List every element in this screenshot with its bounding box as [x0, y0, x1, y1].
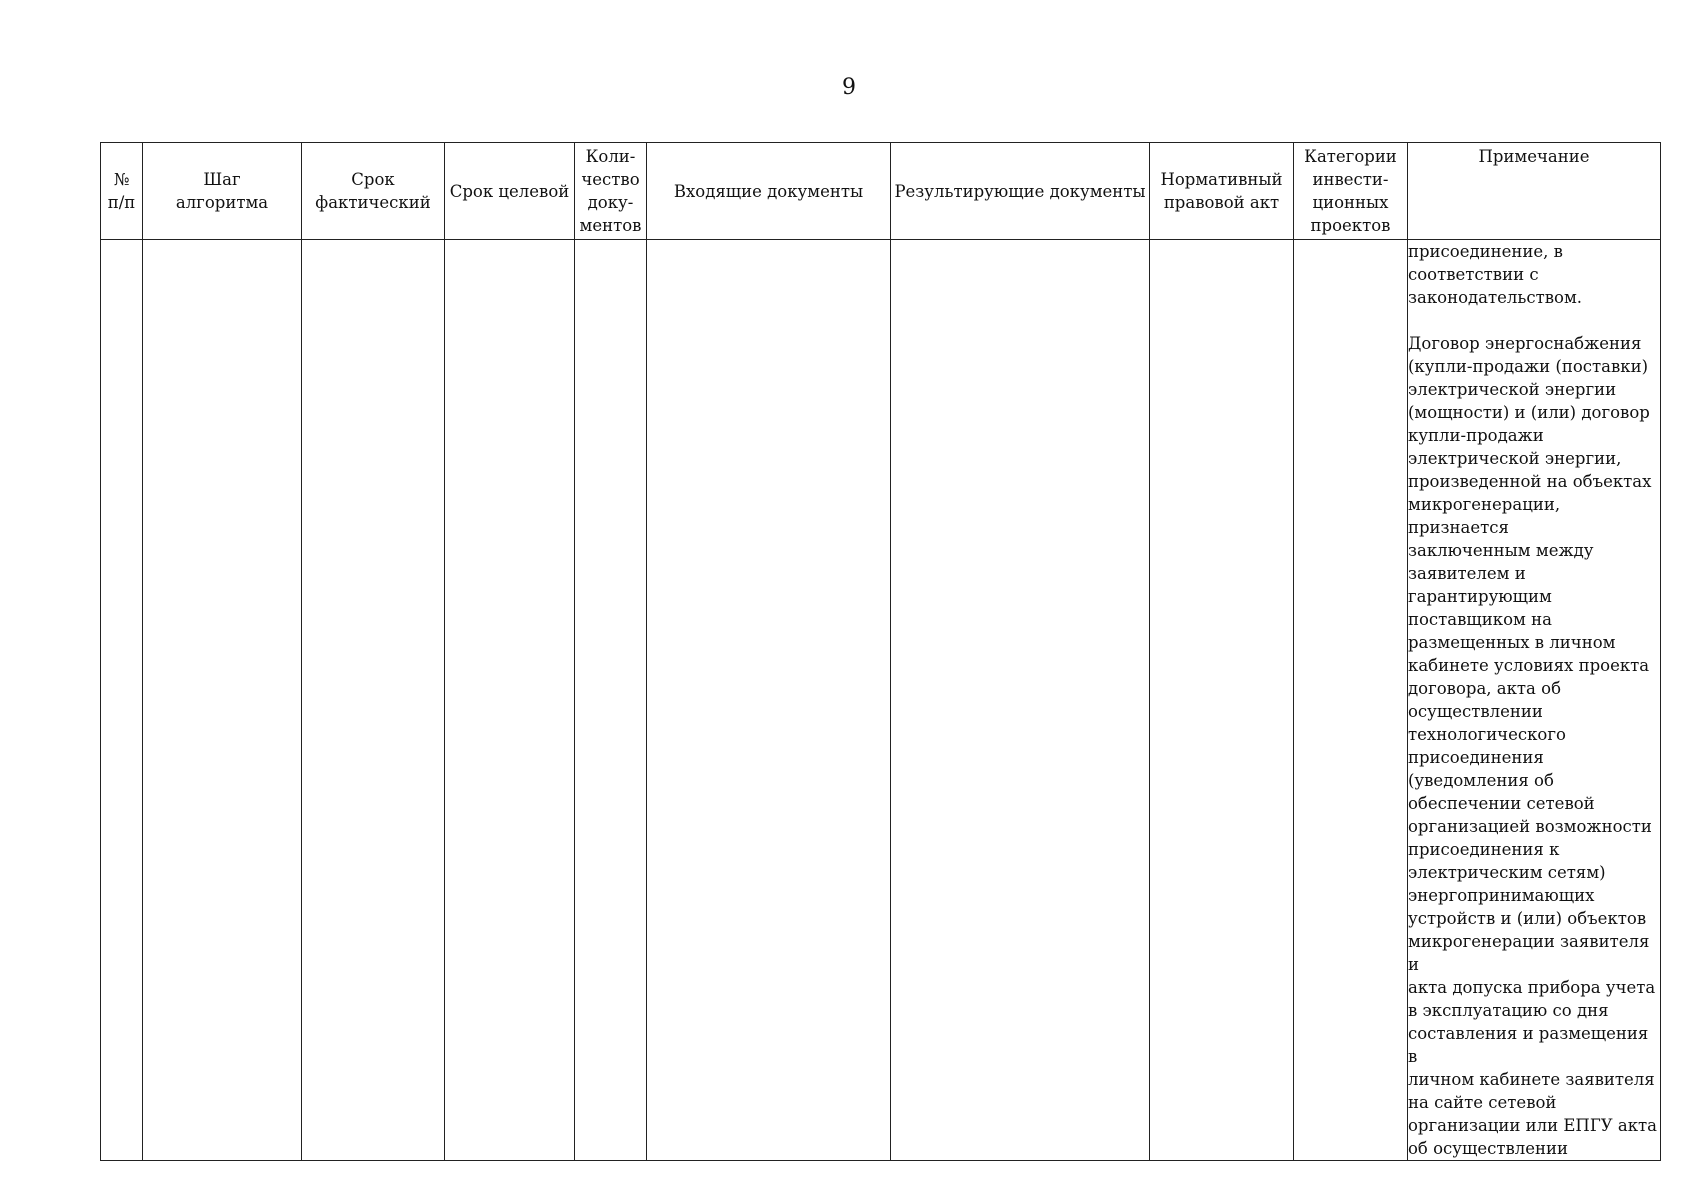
cell-legal-act	[1150, 240, 1294, 1161]
header-document-count: Коли- чество доку- ментов	[575, 143, 647, 240]
header-legal-act: Нормативный правовой акт	[1150, 143, 1294, 240]
cell-incoming-documents	[647, 240, 891, 1161]
table-header-row	[101, 143, 1661, 240]
cell-resulting-documents	[891, 240, 1150, 1161]
header-note: Примечание	[1408, 143, 1661, 240]
algorithm-table	[100, 142, 1661, 1161]
cell-actual-term	[302, 240, 445, 1161]
table-row	[101, 240, 1661, 1161]
cell-algorithm-step	[143, 240, 302, 1161]
cell-project-categories	[1294, 240, 1408, 1161]
header-project-categories: Категории инвести- ционных проектов	[1294, 143, 1408, 240]
page-number: 9	[842, 75, 856, 100]
header-resulting-documents: Результирующие документы	[891, 143, 1150, 240]
header-algorithm-step: Шаг алгоритма	[143, 143, 302, 240]
header-incoming-documents: Входящие документы	[647, 143, 891, 240]
header-actual-term: Срок фактический	[302, 143, 445, 240]
cell-document-count	[575, 240, 647, 1161]
cell-target-term	[445, 240, 575, 1161]
header-target-term: Срок целевой	[445, 143, 575, 240]
cell-number	[101, 240, 143, 1161]
header-number: № п/п	[101, 143, 143, 240]
cell-note: присоединение, в соответствии с законодательством. Договор энергоснабжения (купли-продажи (поставки) электрической энергии (мощности) и (или) договор купли-продажи электрической энергии, произведенной на объектах микрогенерации, признается заключенным между заявителем и гарантирующим поставщиком на размещенных в личном кабинете условиях проекта договора, акта об осуществлении технологического присоединения (уведомления об обеспечении сетевой организацией возможности присоединения к электрическим сетям) энергопринимающих устройств и (или) объектов микрогенерации заявителя и акта допуска прибора учета в эксплуатацию со дня составления и размещения в личном кабинете заявителя на сайте сетевой организации или ЕПГУ акта об осуществлении	[1408, 240, 1661, 1161]
